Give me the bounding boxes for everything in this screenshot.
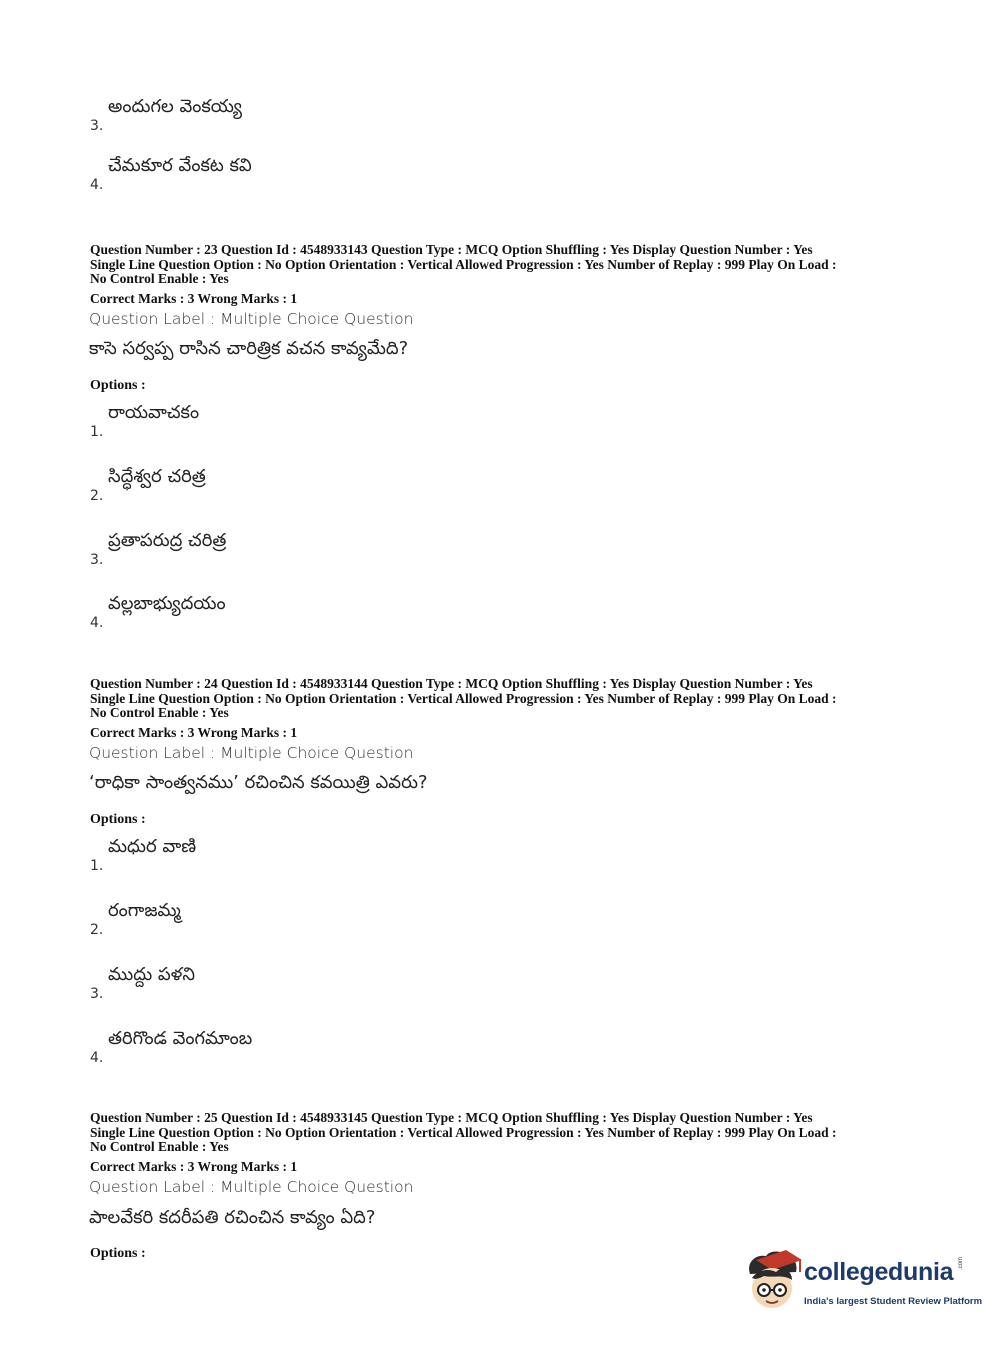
- option-number: 1.: [90, 858, 104, 874]
- question-label: Question Label : Multiple Choice Question: [89, 1178, 414, 1196]
- brand-tagline: India's largest Student Review Platform: [804, 1296, 983, 1307]
- metadata-line: Single Line Question Option : No Option Orientation : Vertical Allowed Progression : Yes Number of Replay : 999 Play On Load :: [90, 690, 837, 706]
- question-label: Question Label : Multiple Choice Question: [89, 744, 414, 762]
- question-text: పాలవేకరి కదరీపతి రచించిన కావ్యం ఏది?: [89, 1207, 376, 1228]
- question-metadata: [90, 1111, 920, 1155]
- metadata-line: No Control Enable : Yes: [90, 1139, 229, 1154]
- question-metadata: [90, 243, 920, 287]
- question-text: కాసె సర్వప్ప రాసిన చారిత్రిక వచన కావ్యమేది?: [89, 338, 409, 359]
- option-number: 4.: [90, 177, 104, 193]
- option-item: [90, 964, 590, 1014]
- question-label: Question Label : Multiple Choice Question: [89, 310, 414, 328]
- option-number: 2.: [90, 488, 104, 504]
- brand-suffix: .com: [958, 1256, 964, 1270]
- metadata-line: No Control Enable : Yes: [90, 705, 229, 720]
- option-item: [90, 155, 590, 205]
- option-text: సిద్ధేశ్వర చరిత్ర: [108, 466, 206, 487]
- option-text: అందుగల వెంకయ్య: [108, 96, 242, 117]
- option-text: రాయవాచకం: [108, 402, 200, 423]
- option-number: 1.: [90, 424, 104, 440]
- marks-info: Correct Marks : 3 Wrong Marks : 1: [90, 291, 298, 306]
- marks-info: Correct Marks : 3 Wrong Marks : 1: [90, 1159, 298, 1174]
- options-heading: Options :: [90, 378, 146, 393]
- marks-info: Correct Marks : 3 Wrong Marks : 1: [90, 725, 298, 740]
- option-item: [90, 466, 590, 516]
- option-number: 2.: [90, 922, 104, 938]
- option-number: 3.: [90, 986, 104, 1002]
- option-number: 3.: [90, 552, 104, 568]
- metadata-line: No Control Enable : Yes: [90, 271, 229, 286]
- option-item: [90, 836, 590, 886]
- option-number: 4.: [90, 1050, 104, 1066]
- option-number: 3.: [90, 118, 104, 134]
- metadata-line: Question Number : 25 Question Id : 4548933145 Question Type : MCQ Option Shuffling : Yes Display Question Number : Yes: [90, 1110, 813, 1125]
- option-item: [90, 900, 590, 950]
- option-item: [90, 1028, 590, 1078]
- collegedunia-logo[interactable]: [742, 1248, 983, 1318]
- option-text: చేమకూర వేంకట కవి: [108, 155, 252, 176]
- option-text: వల్లబాభ్యుదయం: [108, 593, 226, 614]
- options-heading: Options :: [90, 1246, 146, 1261]
- metadata-line: Single Line Question Option : No Option Orientation : Vertical Allowed Progression : Yes Number of Replay : 999 Play On Load :: [90, 256, 837, 272]
- mascot-icon: [742, 1248, 804, 1314]
- option-item: [90, 530, 590, 580]
- question-text: ‘రాధికా సాంత్వనము’ రచించిన కవయిత్రి ఎవరు?: [89, 772, 428, 793]
- options-heading: Options :: [90, 812, 146, 827]
- metadata-line: Single Line Question Option : No Option Orientation : Vertical Allowed Progression : Yes Number of Replay : 999 Play On Load :: [90, 1124, 837, 1140]
- option-item: [90, 96, 590, 146]
- option-text: ముద్దు పళని: [108, 964, 195, 985]
- option-text: మధుర వాణి: [108, 836, 197, 857]
- question-metadata: [90, 677, 920, 721]
- metadata-line: Question Number : 24 Question Id : 4548933144 Question Type : MCQ Option Shuffling : Yes Display Question Number : Yes: [90, 676, 813, 691]
- option-text: తరిగొండ వెంగమాంబ: [108, 1028, 253, 1049]
- option-text: రంగాజమ్మ: [108, 900, 181, 921]
- option-item: [90, 402, 590, 452]
- brand-name: collegedunia: [804, 1258, 954, 1286]
- option-text: ప్రతాపరుద్ర చరిత్ర: [108, 530, 227, 551]
- metadata-line: Question Number : 23 Question Id : 4548933143 Question Type : MCQ Option Shuffling : Yes Display Question Number : Yes: [90, 242, 813, 257]
- option-item: [90, 593, 590, 643]
- option-number: 4.: [90, 615, 104, 631]
